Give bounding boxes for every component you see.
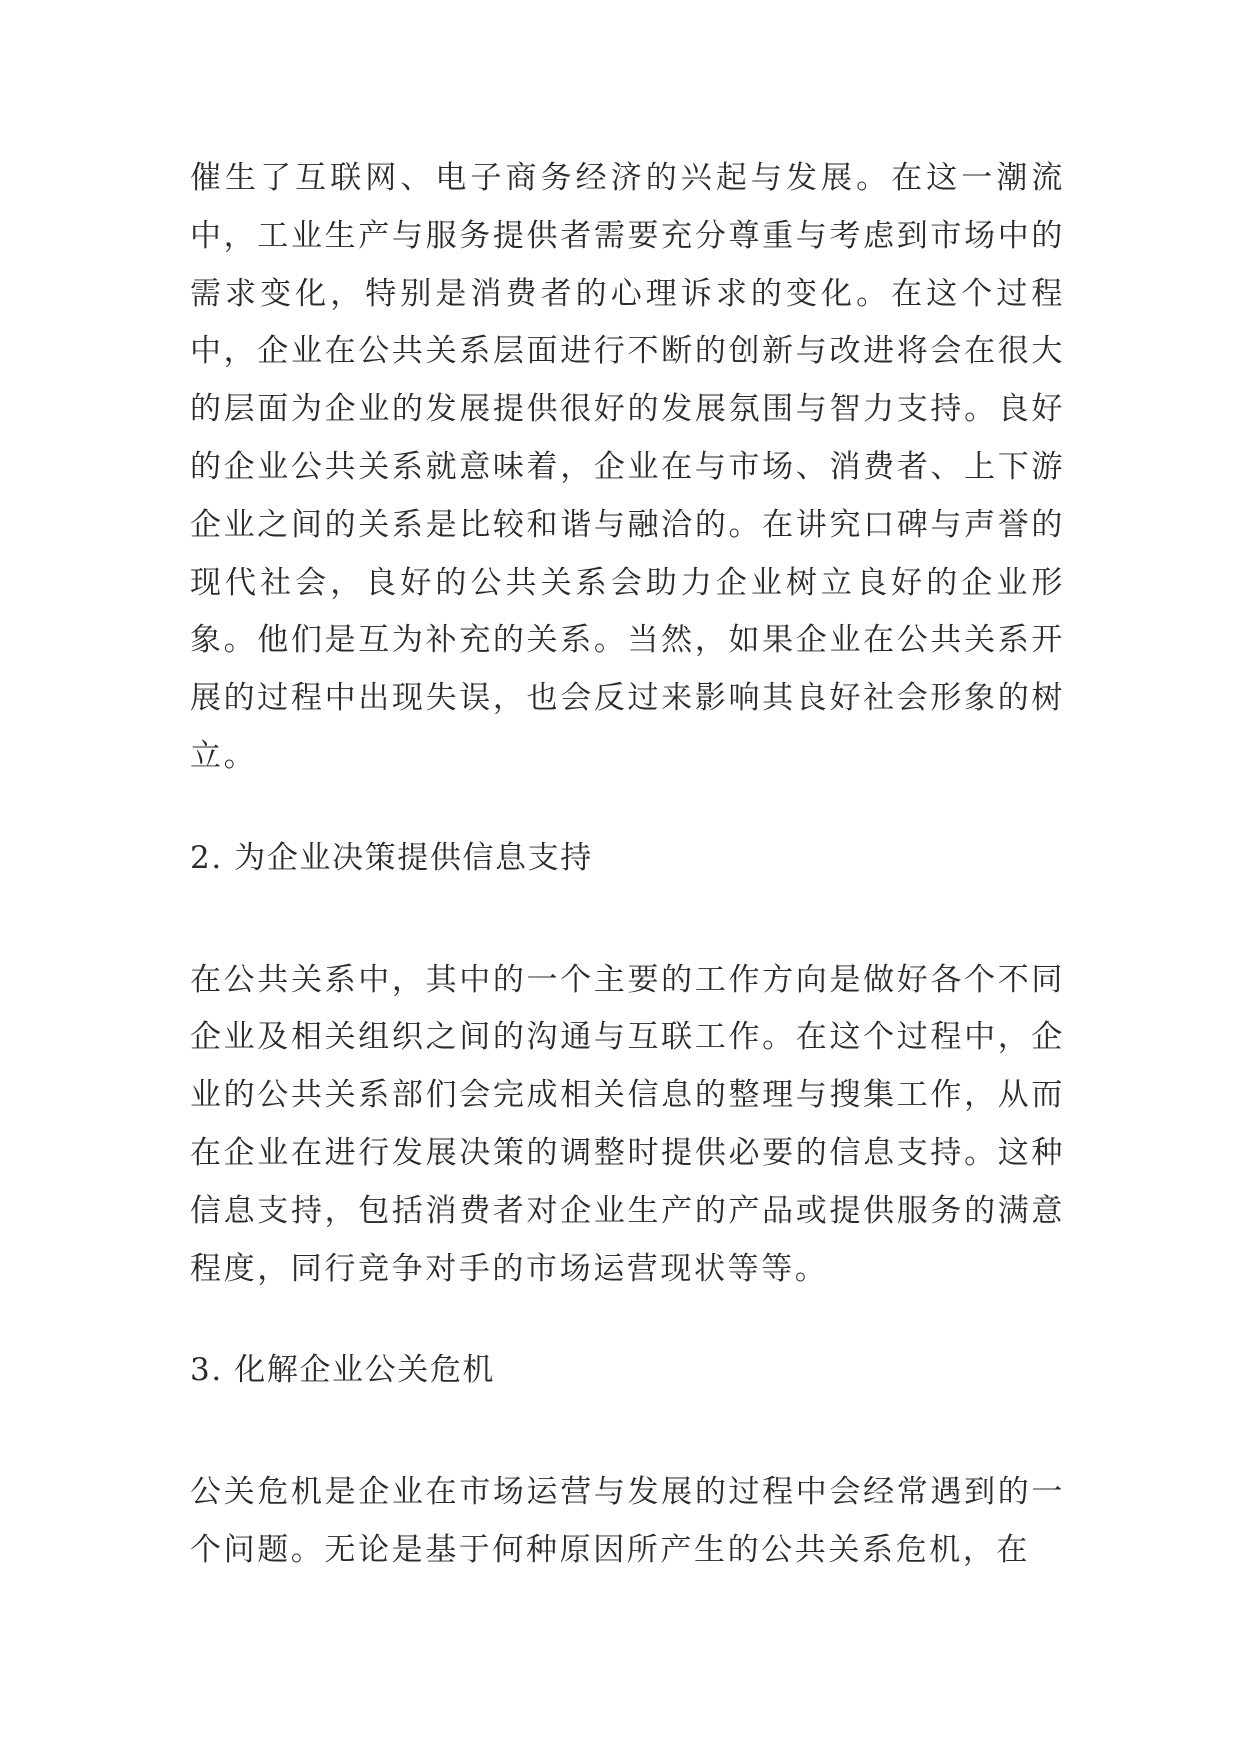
paragraph-decision-support: 在公共关系中，其中的一个主要的工作方向是做好各个不同企业及相关组织之间的沟通与互联工作。在这个过程中，企业的公共关系部们会完成相关信息的整理与搜集工作，从而在企业在进行发展决策的调整时提供必要的信息支持。这种信息支持，包括消费者对企业生产的产品或提供服务的满意程度，同行竞争对手的市场运营现状等等。 (190, 961, 1065, 1287)
paragraph-crisis-resolution: 公关危机是企业在市场运营与发展的过程中会经常遇到的一个问题。无论是基于何种原因所产生的公共关系危机，在 (190, 1474, 1065, 1568)
section-heading-crisis-resolution: 3. 化解企业公关危机 (190, 1352, 496, 1389)
section-heading-decision-support: 2. 为企业决策提供信息支持 (190, 839, 593, 876)
document-body (190, 150, 1065, 1580)
paragraph-public-relations-image: 催生了互联网、电子商务经济的兴起与发展。在这一潮流中，工业生产与服务提供者需要充分尊重与考虑到市场中的需求变化，特别是消费者的心理诉求的变化。在这个过程中，企业在公共关系层面进行不断的创新与改进将会在很大的层面为企业的发展提供很好的发展氛围与智力支持。良好的企业公共关系就意味着，企业在与市场、消费者、上下游企业之间的关系是比较和谐与融洽的。在讲究口碑与声誉的现代社会，良好的公共关系会助力企业树立良好的企业形象。他们是互为补充的关系。当然，如果企业在公共关系开展的过程中出现失误，也会反过来影响其良好社会形象的树立。 (190, 160, 1065, 774)
